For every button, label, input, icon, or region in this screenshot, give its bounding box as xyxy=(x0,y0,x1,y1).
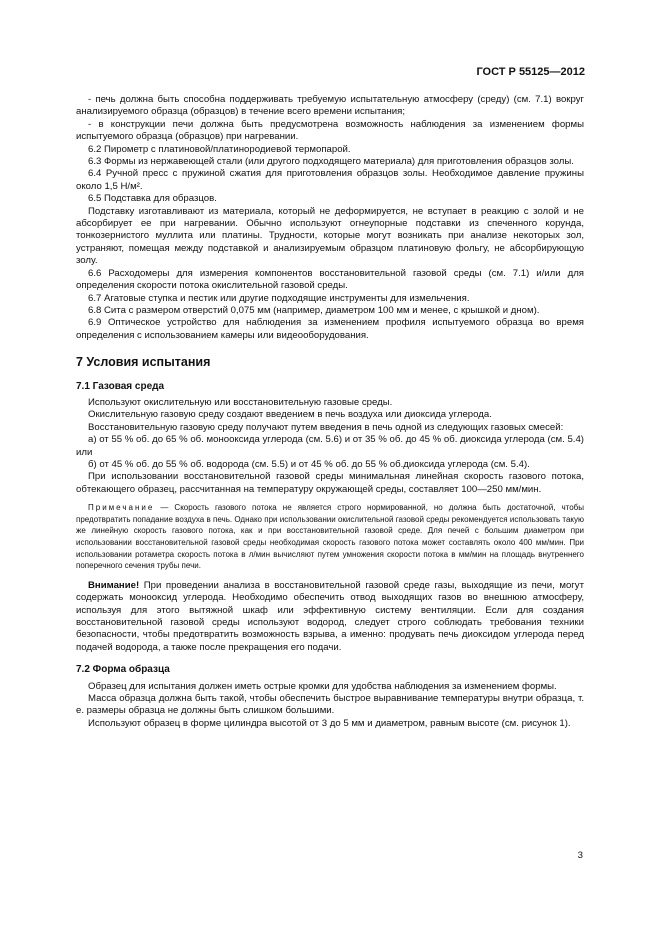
paragraph: 6.3 Формы из нержавеющей стали (или другого подходящего материала) для приготовления образцов золы. xyxy=(88,156,574,168)
paragraph: Образец для испытания должен иметь острые кромки для удобства наблюдения за изменением формы. xyxy=(88,680,557,692)
section-heading: 7 Условия испытания xyxy=(76,355,211,370)
paragraph: 6.5 Подставка для образцов. xyxy=(88,193,217,205)
list-item: б) от 45 % об. до 55 % об. водорода (см. 5.5) и от 45 % об. до 55 % об.диоксида углерода (см. 5.4). xyxy=(88,458,530,470)
warning-label: Внимание! xyxy=(88,579,140,591)
paragraph: Используют образец в форме цилиндра высотой от 3 до 5 мм и диаметром, равным высоте (см. рисунок 1). xyxy=(88,717,571,729)
document-header: ГОСТ Р 55125—2012 xyxy=(476,66,585,78)
paragraph: - печь должна быть способна поддерживать требуемую испытательную атмосферу (среду) (см. 7.1) вокруг анализируемого образца (образцов) в течение всего времени испытания; xyxy=(76,94,584,118)
paragraph: Используют окислительную или восстановительную газовые среды. xyxy=(88,396,393,408)
subsection-heading: 7.2 Форма образца xyxy=(76,664,170,676)
paragraph: Подставку изготавливают из материала, который не деформируется, не вступает в реакцию с золой и не абсорбирует ее при нагревании. Обычно используют огнеупорные подставки из спеченного корунда, тонкозернистого муллита или платины. Трудности, которые могут возникать при анализе некоторых зол, устраняют, помещая между подставкой и анализируемым образцом платиновую фольгу, не абсорбирующую золу. xyxy=(76,205,584,267)
paragraph: При использовании восстановительной газовой среды минимальная линейная скорость газового потока, обтекающего образец, рассчитанная на температуру окружающей среды, составляет 100—250 мм/мин. xyxy=(76,471,584,495)
paragraph: 6.4 Ручной пресс с пружиной сжатия для приготовления образцов золы. Необходимое давление пружины около 1,5 Н/м². xyxy=(76,168,584,192)
page-number: 3 xyxy=(577,850,583,861)
list-item: а) от 55 % об. до 65 % об. монооксида углерода (см. 5.6) и от 35 % об. до 45 % об. диоксида углерода (см. 5.4) или xyxy=(76,434,584,458)
paragraph: 6.8 Сита с размером отверстий 0,075 мм (например, диаметром 100 мм и менее, с крышкой и дном). xyxy=(88,304,540,316)
paragraph: Окислительную газовую среду создают введением в печь воздуха или диоксида углерода. xyxy=(88,409,492,421)
note-text: — Скорость газового потока не является строго нормированной, но должна быть достаточной, чтобы предотвратить попадание воздуха в печь. Однако при использовании окислительной газовой среды рекомендуется использовать такую же линейную скорость газового потока, как и при восстановительной газовой среде. Для печей с большим диаметром при использовании восстановительной газовой среды необходимая скорость газового потока может составлять около 400 мм/мин. При использовании ротаметра скорость потока в л/мин вычисляют путем умножения скорости потока в мм/мин на площадь внутреннего поперечного сечения трубы печи. xyxy=(76,503,585,571)
page-body xyxy=(76,94,584,730)
paragraph: 6.6 Расходомеры для измерения компонентов восстановительной газовой среды (см. 7.1) и/или для определения скорости потока окислительной газовой среды. xyxy=(76,267,584,292)
warning xyxy=(76,580,584,654)
paragraph: 6.9 Оптическое устройство для наблюдения за изменением профиля испытуемого образца во время определения с использованием камеры или видеооборудования. xyxy=(76,317,584,341)
note-label: Примечание xyxy=(88,503,155,513)
paragraph: 6.7 Агатовые ступка и пестик или другие подходящие инструменты для измельчения. xyxy=(88,292,470,304)
paragraph: 6.2 Пирометр с платиновой/платинородиевой термопарой. xyxy=(88,143,351,155)
paragraph: Масса образца должна быть такой, чтобы обеспечить быстрое выравнивание температуры внутри образца, т. е. размеры образца не должны быть слишком большими. xyxy=(76,693,584,717)
warning-text: При проведении анализа в восстановительной газовой среде газы, выходящие из печи, могут содержать монооксид углерода. Необходимо обеспечить отвод выходящих газов во внешнюю атмосферу, используя для этого вытяжной шкаф или эффективную систему вентиляции. Если для создания восстановительной газовой среды используют водород, следует строго соблюдать требования техники безопасности, чтобы предотвратить возможность взрыва, а именно: продувать печь диоксидом углерода перед подачей водорода, а также после прекращения его подачи. xyxy=(76,579,584,653)
paragraph: Восстановительную газовую среду получают путем введения в печь одной из следующих газовых смесей: xyxy=(88,421,564,433)
paragraph: - в конструкции печи должна быть предусмотрена возможность наблюдения за изменением формы испытуемого образца (образцов) при нагревании. xyxy=(76,118,584,143)
subsection-heading: 7.1 Газовая среда xyxy=(76,380,165,392)
note xyxy=(76,502,584,572)
